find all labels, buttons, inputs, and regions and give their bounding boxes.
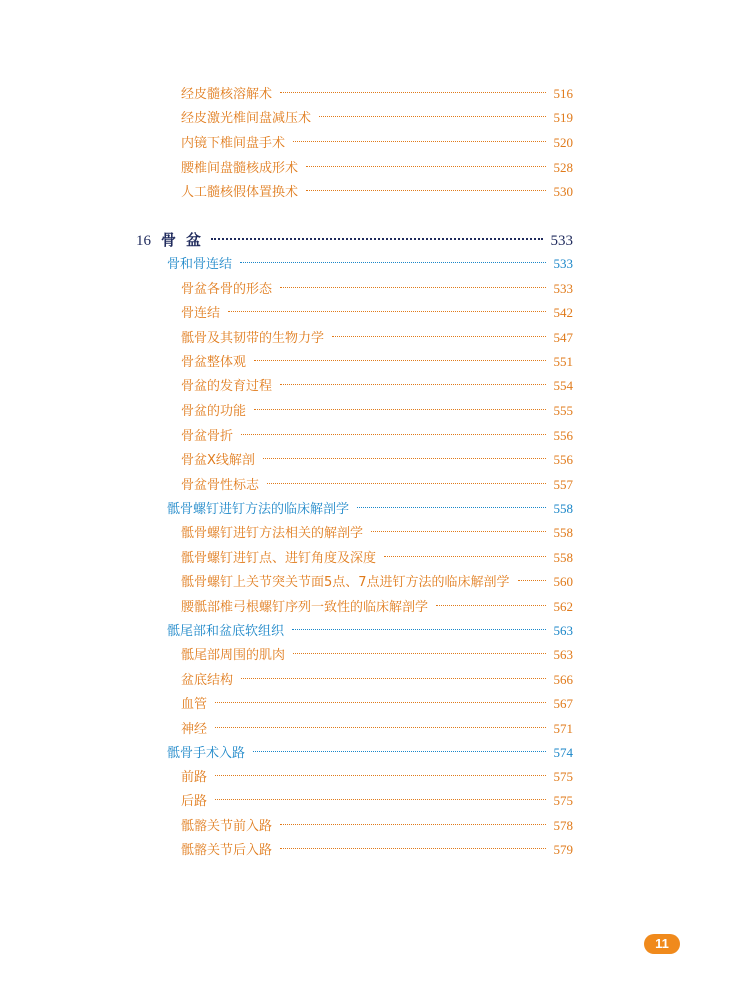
page-number-badge: 11 [644,934,680,954]
toc-entry-page: 579 [553,842,573,857]
toc-entry[interactable] [181,571,573,593]
chapter-number: 16 [136,233,151,249]
leader-dots [280,92,545,93]
toc-section[interactable] [167,498,573,520]
toc-entry[interactable] [181,375,573,397]
leader-dots [228,311,545,312]
toc-entry-label: 经皮激光椎间盘减压术 [181,111,312,126]
chapter-title: 骨盆 [161,231,212,249]
toc-entry-label: 骶髂关节前入路 [181,819,273,834]
toc-entry[interactable] [181,693,573,715]
leader-dots [215,702,545,703]
leader-dots [436,605,545,606]
toc-entry-page: 556 [553,452,573,467]
toc-entry-label: 骶髂关节后入路 [181,843,273,858]
leader-dots [215,727,545,728]
toc-section[interactable] [167,253,573,275]
toc-entry-page: 560 [553,574,573,589]
leader-dots [384,556,545,557]
toc-entry-label: 神经 [181,722,208,737]
leader-dots [280,384,545,385]
leader-dots [241,678,545,679]
toc-entry[interactable] [181,425,573,447]
toc-entry-label: 骨盆的功能 [181,404,247,419]
chapter-heading[interactable] [136,229,573,251]
toc-entry[interactable] [181,766,573,788]
toc-entry-page: 516 [553,86,573,101]
toc-entry-page: 542 [553,305,573,320]
toc-entry-label: 骶骨及其韧带的生物力学 [181,331,325,346]
toc-entry[interactable] [181,839,573,861]
toc-entry-page: 519 [553,110,573,125]
leader-dots [263,458,546,459]
toc-entry-label: 骨盆骨性标志 [181,478,260,493]
leader-dots [241,434,545,435]
toc-entry-page: 533 [553,281,573,296]
leader-dots [215,799,545,800]
toc-entry-page: 557 [553,477,573,492]
leader-dots [267,483,545,484]
toc-entry-label: 骶骨螺钉进钉方法相关的解剖学 [181,526,364,541]
toc-entry[interactable] [181,181,573,203]
toc-entry-label: 腰骶部椎弓根螺钉序列一致性的临床解剖学 [181,600,429,615]
toc-entry-page: 571 [553,721,573,736]
leader-dots [293,141,545,142]
toc-entry[interactable] [181,718,573,740]
toc-entry-label: 血管 [181,697,208,712]
toc-entry-page: 547 [553,330,573,345]
leader-dots [240,262,545,263]
toc-section-label: 骶骨手术入路 [167,746,246,761]
toc-section[interactable] [167,742,573,764]
toc-entry-label: 前路 [181,770,208,785]
toc-entry[interactable] [181,107,573,129]
toc-entry-page: 563 [553,647,573,662]
toc-entry-page: 575 [553,769,573,784]
toc-entry[interactable] [181,596,573,618]
toc-entry-label: 人工髓核假体置换术 [181,185,299,200]
toc-entry-label: 骨盆各骨的形态 [181,282,273,297]
leader-dots [332,336,545,337]
toc-entry-page: 558 [553,550,573,565]
leader-dots [357,507,545,508]
leader-dots [280,848,545,849]
toc-section-label: 骶尾部和盆底软组织 [167,624,285,639]
toc-entry-page: 551 [553,354,573,369]
toc-entry-page: 554 [553,378,573,393]
toc-entry-label: 后路 [181,794,208,809]
toc-entry[interactable] [181,644,573,666]
toc-entry-page: 567 [553,696,573,711]
toc-section[interactable] [167,620,573,642]
toc-entry-label: 骨盆的发育过程 [181,379,273,394]
chapter-page: 533 [550,233,573,249]
toc-section-page: 558 [553,501,573,516]
toc-entry-label: 骨连结 [181,306,221,321]
leader-dots [518,580,546,581]
toc-entry[interactable] [181,522,573,544]
leader-dots [254,360,545,361]
leader-dots [253,751,545,752]
toc-section-page: 574 [553,745,573,760]
toc-entry[interactable] [181,327,573,349]
toc-entry[interactable] [181,400,573,422]
leader-dots [280,287,545,288]
toc-entry-label: 腰椎间盘髓核成形术 [181,161,299,176]
leader-dots [215,775,545,776]
toc-entry-label: 盆底结构 [181,673,234,688]
toc-entry[interactable] [181,302,573,324]
toc-entry-label: 骨盆骨折 [181,429,234,444]
toc-entry[interactable] [181,669,573,691]
toc-entry[interactable] [181,278,573,300]
toc-entry-page: 530 [553,184,573,199]
toc-entry-page: 558 [553,525,573,540]
toc-section-label: 骶骨螺钉进钉方法的临床解剖学 [167,502,350,517]
leader-dots [211,238,542,240]
toc-entry-page: 528 [553,160,573,175]
leader-dots [254,409,545,410]
toc-entry-page: 566 [553,672,573,687]
leader-dots [280,824,545,825]
toc-entry-page: 578 [553,818,573,833]
toc-section-page: 533 [553,256,573,271]
toc-entry[interactable] [181,474,573,496]
toc-entry-label: 骶尾部周围的肌肉 [181,648,286,663]
toc-entry-label: 骨盆X线解剖 [181,453,255,468]
toc-entry[interactable] [181,790,573,812]
toc-entry-label: 内镜下椎间盘手术 [181,136,286,151]
toc-entry[interactable] [181,351,573,373]
toc-entry-page: 555 [553,403,573,418]
toc-entry[interactable] [181,132,573,154]
toc-entry-page: 562 [553,599,573,614]
toc-entry[interactable] [181,83,573,105]
toc-section-label: 骨和骨连结 [167,257,233,272]
toc-entry-page: 575 [553,793,573,808]
toc-entry-label: 骶骨螺钉上关节突关节面5点、7点进钉方法的临床解剖学 [181,575,510,590]
toc-entry[interactable] [181,815,573,837]
toc-entry-page: 520 [553,135,573,150]
toc-entry-label: 经皮髓核溶解术 [181,87,273,102]
toc-entry[interactable] [181,547,573,569]
leader-dots [306,190,545,191]
leader-dots [306,166,545,167]
toc-entry-label: 骨盆整体观 [181,355,247,370]
leader-dots [319,116,545,117]
toc-entry[interactable] [181,157,573,179]
leader-dots [371,531,545,532]
toc-entry[interactable] [181,449,573,471]
toc-entry-page: 556 [553,428,573,443]
leader-dots [292,629,545,630]
toc-entry-label: 骶骨螺钉进钉点、进钉角度及深度 [181,551,377,566]
toc-section-page: 563 [553,623,573,638]
leader-dots [293,653,545,654]
